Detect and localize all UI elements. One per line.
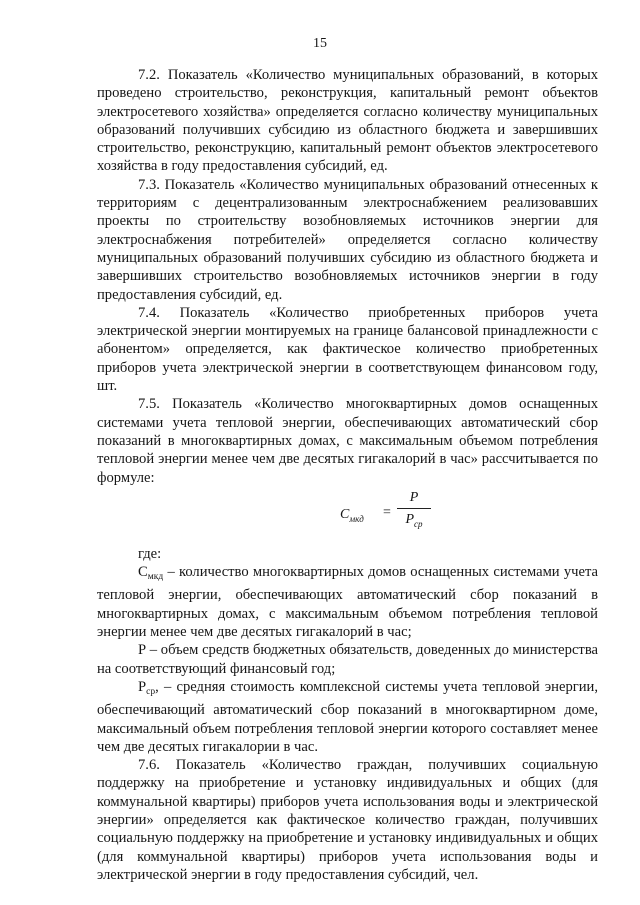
definition-pcp-text: , – средняя стоимость комплексной системы учета тепловой энергии, обеспечивающий автоматический сбор показаний в многоквартирном доме, максимальный объем потребления тепловой энергии которого составляет менее чем две десятых гигакалории в час. — [97, 678, 598, 755]
formula — [97, 489, 598, 541]
where-label: где: — [138, 545, 162, 562]
definition-p: Р – объем средств бюджетных обязательств, доведенных до министерства на соответствующий финансовый год; — [97, 642, 598, 677]
paragraph-7-6: 7.6. Показатель «Количество граждан, получивших социальную поддержку на приобретение и установку индивидуальных и общих (для коммунальной квартиры) приборов учета использования воды и электрической энергии» определяется как фактическое количество граждан, получивших социальную поддержку на приобретение и установку индивидуальных и общих (для коммунальной квартиры) приборов учета использования воды и электрической энергии в году предоставления субсидий, чел. — [97, 757, 598, 883]
paragraph-7-5: 7.5. Показатель «Количество многоквартирных домов оснащенных системами учета тепловой энергии, обеспечивающих автоматический сбор показаний в многоквартирных домах, с максимальным объемом потребления тепловой энергии менее чем две десятых гигакалорий в час» рассчитывается по формуле: — [97, 396, 598, 486]
document-body — [97, 66, 598, 884]
definition-cmkd-text: – количество многоквартирных домов оснащенных системами учета тепловой энергии, обеспечивающих автоматический сбор показаний в многоквартирных домах, с максимальным объемом потребления тепловой энергии менее чем две десятых гигакалорий в час; — [97, 564, 598, 641]
formula-equals: = — [383, 504, 391, 520]
fraction-bar — [397, 508, 431, 509]
formula-numerator: P — [409, 489, 419, 505]
definition-pcp — [97, 678, 598, 756]
paragraph-7-3: 7.3. Показатель «Количество муниципальных образований отнесенных к территориям с децентрализованным электроснабжением реализовавших проекты по строительству возобновляемых источников энергии для электроснабжения потребителей» определяется согласно количеству муниципальных образований получивших субсидию из областного бюджета и завершивших строительство возобновляемых источников энергии в году предоставления субсидий, ед. — [97, 176, 598, 303]
formula-denominator-subscript: ср — [414, 518, 423, 529]
paragraph-7-2: 7.2. Показатель «Количество муниципальных образований, в которых проведено строительство, реконструкция, капитальный ремонт объектов электросетевого хозяйства» определяется согласно количеству муниципальных образований получивших субсидию из областного бюджета и завершивших строительство, реконструкцию, капитальный ремонт объектов электросетевого хозяйства в году предоставления субсидий, ед. — [97, 67, 598, 175]
paragraph-7-4: 7.4. Показатель «Количество приобретенных приборов учета электрической энергии монтируемых на границе балансовой принадлежности с абонентом» определяется, как фактическое количество приобретенных приборов учета электрической энергии в соответствующем финансовом году, шт. — [97, 304, 598, 395]
formula-lhs-subscript: мкд — [349, 513, 364, 524]
formula-denominator — [397, 511, 431, 533]
definition-pcp-symbol: Р — [138, 678, 147, 695]
definition-cmkd-subscript: мкд — [147, 572, 164, 583]
definition-cmkd-symbol: С — [138, 564, 148, 581]
formula-denominator-symbol: P — [405, 511, 415, 527]
page-number: 15 — [313, 36, 327, 51]
definition-cmkd — [97, 563, 598, 641]
definition-pcp-subscript: ср — [146, 686, 156, 697]
formula-fraction — [397, 489, 431, 533]
formula-lhs-symbol: C — [340, 506, 350, 522]
formula-lhs — [340, 506, 364, 528]
